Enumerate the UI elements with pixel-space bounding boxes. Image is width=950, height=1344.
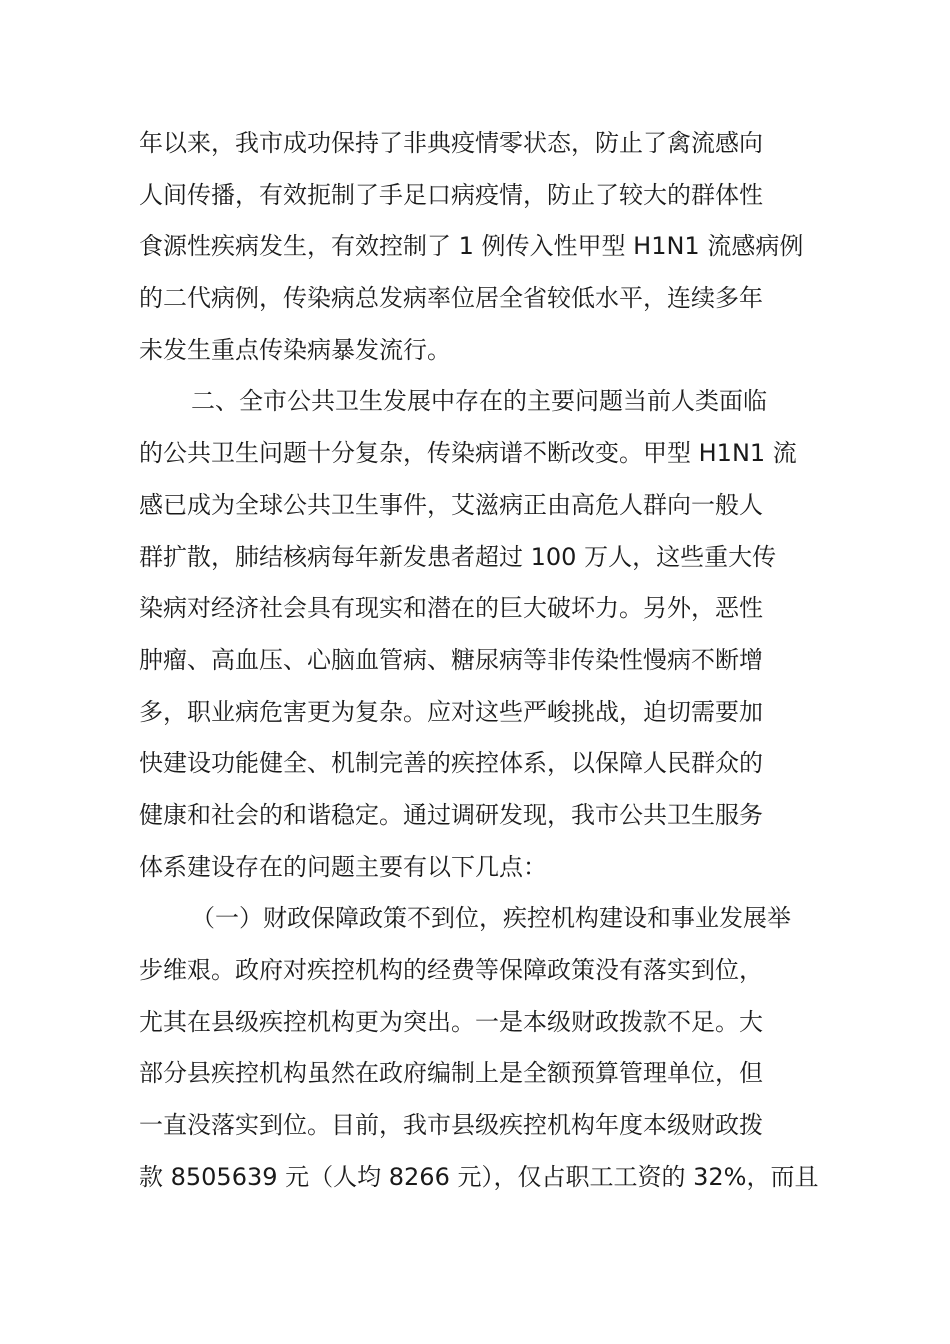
paragraph-line: 感已成为全球公共卫生事件，艾滋病正由高危人群向一般人 [139,490,763,519]
paragraph-line: 一直没落实到位。目前，我市县级疾控机构年度本级财政拨 [139,1111,763,1140]
paragraph-line: 多，职业病危害更为复杂。应对这些严峻挑战，迫切需要加 [139,697,763,726]
document-body [139,118,819,1203]
paragraph-line: 的二代病例，传染病总发病率位居全省较低水平，连续多年 [139,284,763,313]
section-heading-line: 二、全市公共卫生发展中存在的主要问题当前人类面临 [191,387,767,416]
paragraph-line: 健康和社会的和谐稳定。通过调研发现，我市公共卫生服务 [139,800,763,829]
paragraph-line: 体系建设存在的问题主要有以下几点： [139,852,547,881]
paragraph-3 [139,893,819,1203]
paragraph-line: 尤其在县级疾控机构更为突出。一是本级财政拨款不足。大 [139,1007,763,1036]
paragraph-line: 快建设功能健全、机制完善的疾控体系，以保障人民群众的 [139,749,763,778]
paragraph-line: 肿瘤、高血压、心脑血管病、糖尿病等非传染性慢病不断增 [139,645,763,674]
paragraph-line: 人间传播，有效扼制了手足口病疫情，防止了较大的群体性 [139,180,763,209]
paragraph-2 [139,376,819,893]
paragraph-line: 款 8505639 元（人均 8266 元），仅占职工工资的 32%，而且 [139,1162,819,1191]
paragraph-line: 步维艰。政府对疾控机构的经费等保障政策没有落实到位， [139,956,763,984]
paragraph-1 [139,118,819,376]
subsection-heading-line: （一）财政保障政策不到位，疾控机构建设和事业发展举 [191,904,791,933]
paragraph-line: 未发生重点传染病暴发流行。 [139,335,451,364]
paragraph-line: 食源性疾病发生，有效控制了 1 例传入性甲型 H1N1 流感病例 [139,232,804,261]
paragraph-line: 群扩散，肺结核病每年新发患者超过 100 万人，这些重大传 [139,542,777,571]
paragraph-line: 年以来，我市成功保持了非典疫情零状态，防止了禽流感向 [139,129,763,157]
paragraph-line: 的公共卫生问题十分复杂，传染病谱不断改变。甲型 H1N1 流 [139,439,797,468]
paragraph-line: 部分县疾控机构虽然在政府编制上是全额预算管理单位，但 [139,1059,763,1088]
paragraph-line: 染病对经济社会具有现实和潜在的巨大破坏力。另外，恶性 [139,594,763,623]
